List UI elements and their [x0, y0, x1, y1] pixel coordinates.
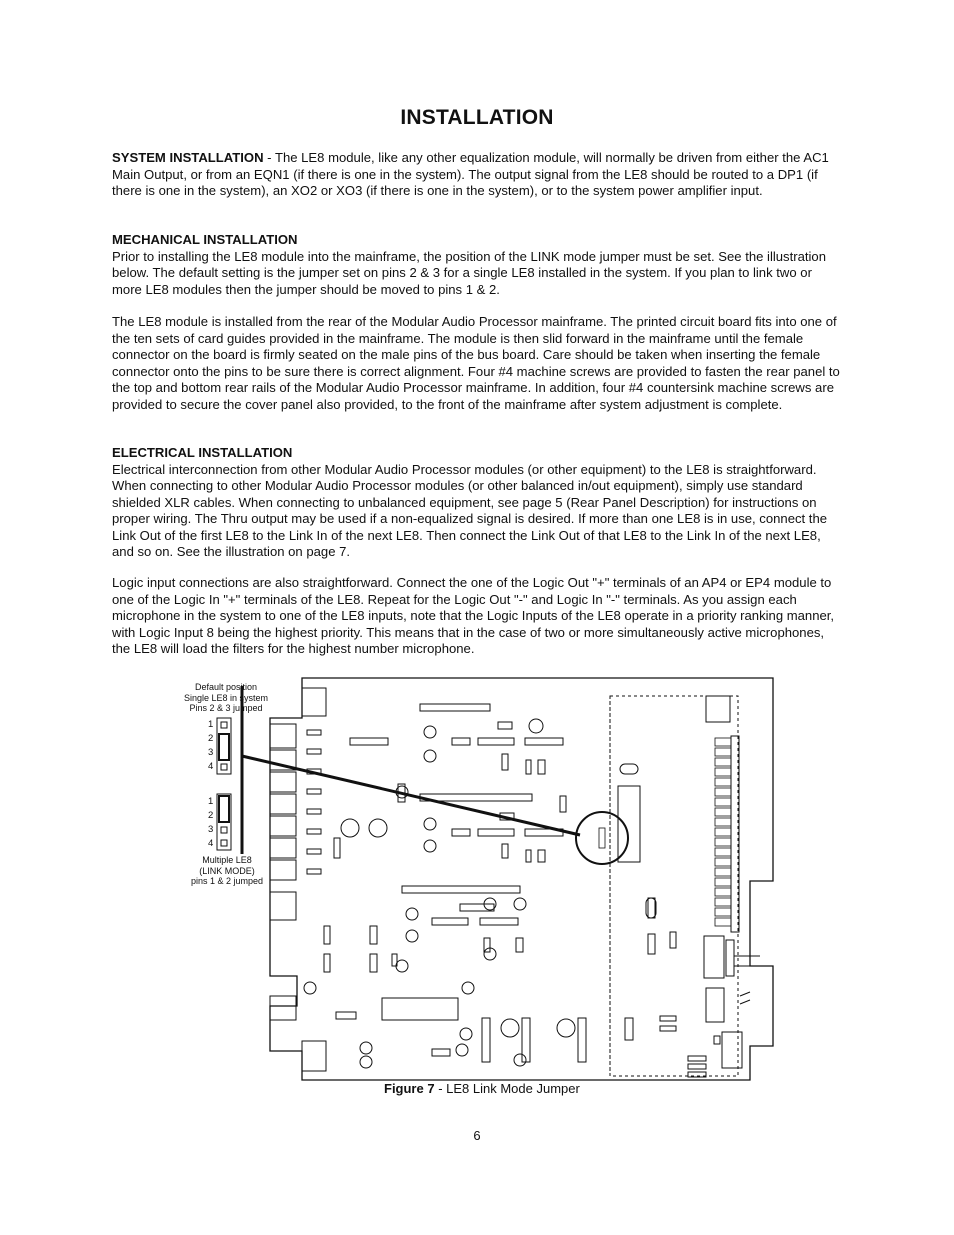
capacitor	[406, 908, 418, 920]
small-component	[706, 988, 724, 1022]
connector-block	[270, 772, 296, 792]
capacitor	[460, 1028, 472, 1040]
capacitor	[304, 982, 316, 994]
pin-number: 1	[208, 719, 214, 730]
ic-chip	[478, 738, 514, 745]
connector-block	[270, 794, 296, 814]
ic-chip	[382, 998, 458, 1020]
jumper-callout-circle	[576, 812, 628, 864]
capacitor	[424, 750, 436, 762]
ic-chip	[478, 829, 514, 836]
default-label-line-1: Default position	[194, 682, 258, 692]
ic-chip	[452, 829, 470, 836]
capacitor	[369, 819, 387, 837]
ic-chip	[420, 794, 532, 801]
ic-chip	[452, 738, 470, 745]
small-component	[370, 954, 377, 972]
small-component	[625, 1018, 633, 1040]
pin-number: 3	[208, 824, 214, 835]
small-component	[670, 932, 676, 948]
capacitor	[424, 818, 436, 830]
small-component	[498, 722, 512, 729]
page-number: 6	[473, 1128, 481, 1143]
small-component	[526, 850, 531, 862]
logic-input-section	[112, 575, 844, 658]
small-component	[648, 898, 655, 918]
pin-4-bottom	[221, 840, 227, 846]
small-component	[714, 1036, 720, 1044]
ic-chip	[420, 704, 490, 711]
small-component	[502, 844, 508, 858]
ic-chip	[402, 886, 520, 893]
jumper-pointer-line	[242, 756, 580, 835]
connector-block	[270, 996, 296, 1020]
small-component	[484, 938, 490, 952]
capacitor	[396, 960, 408, 972]
resistor	[307, 809, 321, 814]
small-component	[578, 1018, 586, 1062]
pin-1-top	[221, 722, 227, 728]
mechanical-installation-text-2: The LE8 module is installed from the rear of the Modular Audio Processor mainframe. The printed circuit board fits into one of the ten sets of card guides provided in the mainframe. The module is then slid forward in the mainframe until the female connector on the board is firmly seated on the male pins of the bus board. Care should be taken when inserting the female connector onto the pins to be sure there is correct alignment. Four #4 machine screws are provided to fasten the rear panel to the top and bottom rear rails of the Modular Audio Processor mainframe. In addition, four #4 countersink machine screws are provided to secure the cover panel also provided, to the front of the mainframe after system adjustment is complete.	[112, 314, 840, 412]
pin-number: 1	[208, 796, 214, 807]
ic-chip	[432, 1049, 450, 1056]
small-component	[538, 850, 545, 862]
figure-caption-text: - LE8 Link Mode Jumper	[434, 1081, 580, 1096]
jumper-shunt-top	[219, 734, 229, 760]
pin-number: 3	[208, 747, 214, 758]
pin-number: 4	[208, 838, 214, 849]
multiple-le8-label	[182, 855, 272, 887]
resistor	[307, 749, 321, 754]
small-component	[706, 696, 730, 722]
system-installation-section	[112, 150, 844, 200]
electrical-installation-text: Electrical interconnection from other Modular Audio Processor modules (or other equipment) to the LE8 is straightforward. When connecting to other Modular Audio Processor modules (or other balanced in/out equipment), simply use standard shielded XLR cables. When connecting to unbalanced equipment, see page 5 (Rear Panel Description) for instructions on proper wiring. The Thru output may be used if a non-equalized signal is desired. If more than one LE8 is in use, connect the Link Out of the first LE8 to the Link In of the next LE8. Then connect the Link Out of that LE8 to the Link In of the next LE8, and so on. See the illustration on page 7.	[112, 461, 828, 559]
small-component	[660, 1026, 676, 1031]
jumper-shunt-bottom	[219, 796, 229, 822]
edge-connector-pins	[715, 738, 731, 926]
multiple-label-line-3: pins 1 & 2 jumped	[190, 876, 264, 886]
capacitor	[514, 898, 526, 910]
electrical-installation-heading: ELECTRICAL INSTALLATION	[112, 445, 293, 460]
resistor	[307, 849, 321, 854]
capacitor	[456, 1044, 468, 1056]
small-component	[324, 954, 330, 972]
capacitor	[360, 1042, 372, 1054]
connector-block	[270, 860, 296, 880]
jumper-callout-pins	[599, 828, 605, 848]
connector-block	[270, 838, 296, 858]
pin-number: 2	[208, 733, 214, 744]
default-position-label	[178, 682, 274, 714]
system-installation-heading: SYSTEM INSTALLATION	[112, 150, 264, 165]
small-component	[688, 1056, 706, 1061]
oval-component	[620, 764, 638, 774]
small-component	[370, 926, 377, 944]
mechanical-installation-text: Prior to installing the LE8 module into the mainframe, the position of the LINK mode jumper must be set. See the illustration below. The default setting is the jumper set on pins 2 & 3 for a single LE8 installed in the system. If you plan to link two or more LE8 modules then the jumper should be moved to pins 1 & 2.	[112, 248, 826, 297]
capacitor	[341, 819, 359, 837]
pin-4-top	[221, 764, 227, 770]
page-title: INSTALLATION	[400, 106, 554, 129]
capacitor	[557, 1019, 575, 1037]
capacitor	[462, 982, 474, 994]
connector-block	[270, 724, 296, 748]
capacitor	[501, 1019, 519, 1037]
system-installation-paragraph	[112, 150, 844, 200]
capacitor	[424, 840, 436, 852]
resistor	[307, 730, 321, 735]
ic-chip	[525, 738, 563, 745]
capacitor	[406, 930, 418, 942]
ic-chip	[350, 738, 388, 745]
small-component	[722, 1032, 742, 1068]
small-component	[648, 934, 655, 954]
capacitor	[529, 719, 543, 733]
logic-input-text: Logic input connections are also straightforward. Connect the one of the Logic Out "+" terminals of an AP4 or EP4 module to one of the Logic In "+" terminals of the LE8. Repeat for the Logic Out "-" and Logic In "-" terminals. As you assign each microphone in the system to one of the LE8 inputs, note that the Logic Inputs of the LE8 operate in a priority ranking manner, with Logic Input 8 being the highest priority. This means that in the case of two or more simultaneously active microphones, the LE8 will load the filters for the highest number microphone.	[112, 575, 835, 656]
connector-block	[270, 892, 296, 920]
small-component	[560, 796, 566, 812]
ic-chip	[480, 918, 518, 925]
mechanical-installation-section	[112, 232, 844, 298]
small-component	[704, 936, 724, 978]
connector-block	[302, 688, 326, 716]
pin-number: 2	[208, 810, 214, 821]
ic-chip	[336, 1012, 356, 1019]
resistor	[307, 789, 321, 794]
mechanical-installation-heading: MECHANICAL INSTALLATION	[112, 232, 298, 247]
small-component	[502, 754, 508, 770]
figure-7	[170, 676, 780, 1086]
figure-caption	[384, 1081, 580, 1096]
electrical-installation-section	[112, 445, 844, 561]
pin-number: 4	[208, 761, 214, 772]
resistor	[307, 829, 321, 834]
capacitor	[360, 1056, 372, 1068]
small-component	[688, 1064, 706, 1069]
multiple-label-line-1: Multiple LE8	[202, 855, 252, 865]
small-component	[526, 760, 531, 774]
multiple-label-line-2: (LINK MODE)	[199, 865, 255, 876]
small-component	[334, 838, 340, 858]
small-component	[538, 760, 545, 774]
small-component	[660, 1016, 676, 1021]
small-component	[726, 940, 734, 976]
default-label-line-3: Pins 2 & 3 jumped	[189, 703, 263, 713]
small-component	[482, 1018, 490, 1062]
system-installation-text: - The LE8 module, like any other equalization module, will normally be driven from either the AC1 Main Output, or from an EQN1 (if there is one in the system). The output signal from the LE8 should be routed to a DP1 (if there is one in the system), an XO2 or XO3 (if there is one in the system), or to the system power amplifier input.	[112, 150, 829, 198]
ic-chip	[432, 918, 468, 925]
mechanical-installation-section-2	[112, 314, 844, 413]
connector-block	[270, 816, 296, 836]
ic-chip	[618, 786, 640, 862]
small-component	[324, 926, 330, 944]
capacitor	[514, 1054, 526, 1066]
default-label-line-2: Single LE8 in system	[183, 692, 269, 703]
connector-block	[302, 1041, 326, 1071]
capacitor	[424, 726, 436, 738]
small-component	[516, 938, 523, 952]
resistor	[307, 869, 321, 874]
figure-caption-label: Figure 7	[384, 1081, 435, 1096]
pin-3-bottom	[221, 827, 227, 833]
